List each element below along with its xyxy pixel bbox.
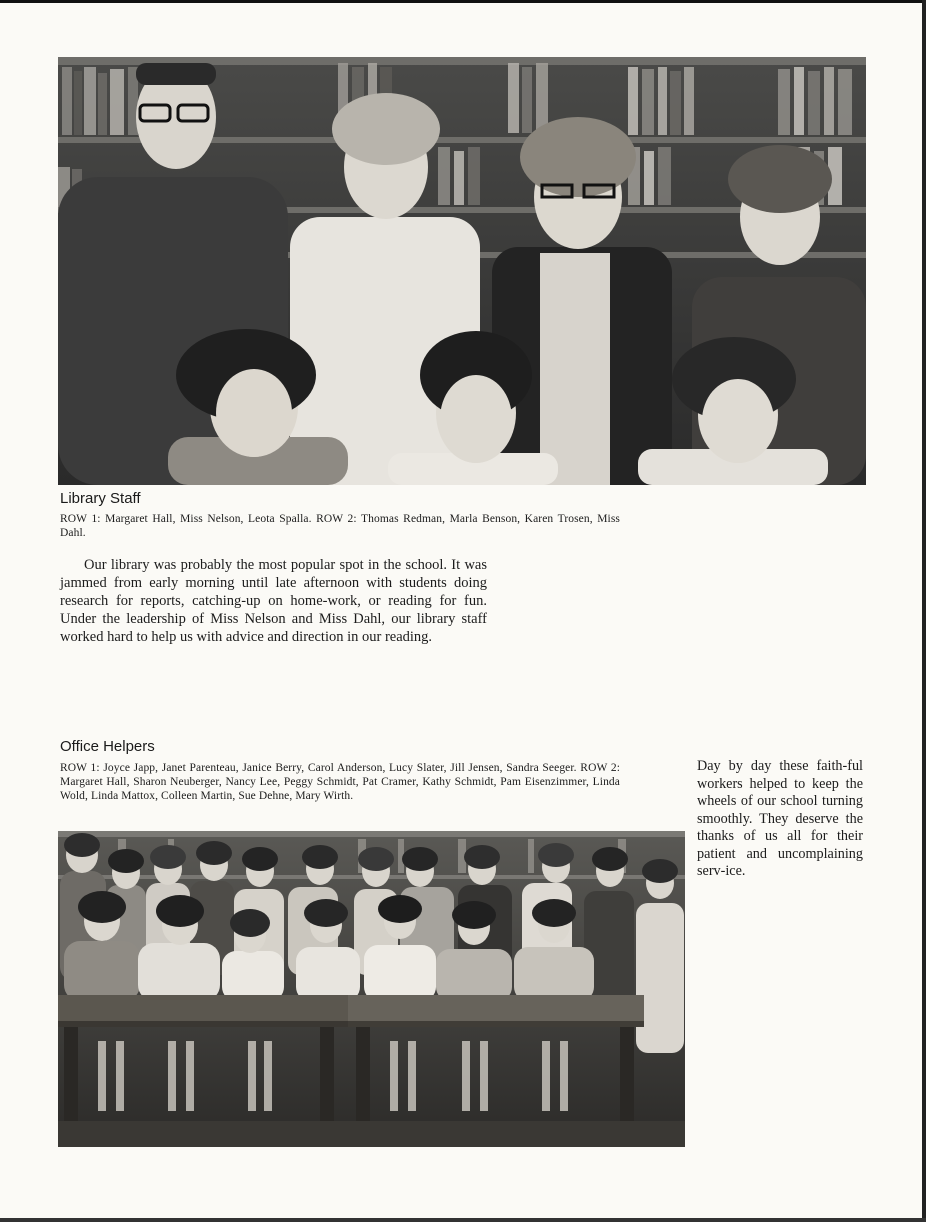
page-edge-top [0, 0, 926, 3]
page-edge-right [922, 0, 926, 1222]
library-staff-photo [58, 57, 866, 485]
office-helpers-title: Office Helpers [60, 738, 155, 755]
office-helpers-caption: ROW 1: Joyce Japp, Janet Parenteau, Janice Berry, Carol Anderson, Lucy Slater, Jill Jensen, Sandra Seeger. ROW 2: Margaret Hall, Sharon Neuberger, Nancy Lee, Peggy Schmidt, Pat Cramer, Kathy Schmidt, Pam Eisenzimmer, Linda Wold, Linda Mattox, Colleen Martin, Sue Dehne, Mary Wirth. [60, 762, 620, 802]
office-helpers-photo [58, 831, 685, 1147]
library-staff-title: Library Staff [60, 490, 141, 507]
office-side-text: Day by day these faith-ful workers helped to keep the wheels of our school turning smoothly. They deserve the thanks of us all for their patient and uncomplaining serv-ice. [697, 758, 863, 879]
library-staff-caption: ROW 1: Margaret Hall, Miss Nelson, Leota Spalla. ROW 2: Thomas Redman, Marla Benson, Karen Trosen, Miss Dahl. [60, 513, 620, 539]
page-edge-bottom [0, 1218, 926, 1222]
library-paragraph: Our library was probably the most popular spot in the school. It was jammed from early morning until late afternoon with students doing research for reports, catching-up on home-work, or reading for fun. Under the leadership of Miss Nelson and Miss Dahl, our library staff worked hard to help us with advice and direction in our reading. [60, 557, 487, 645]
